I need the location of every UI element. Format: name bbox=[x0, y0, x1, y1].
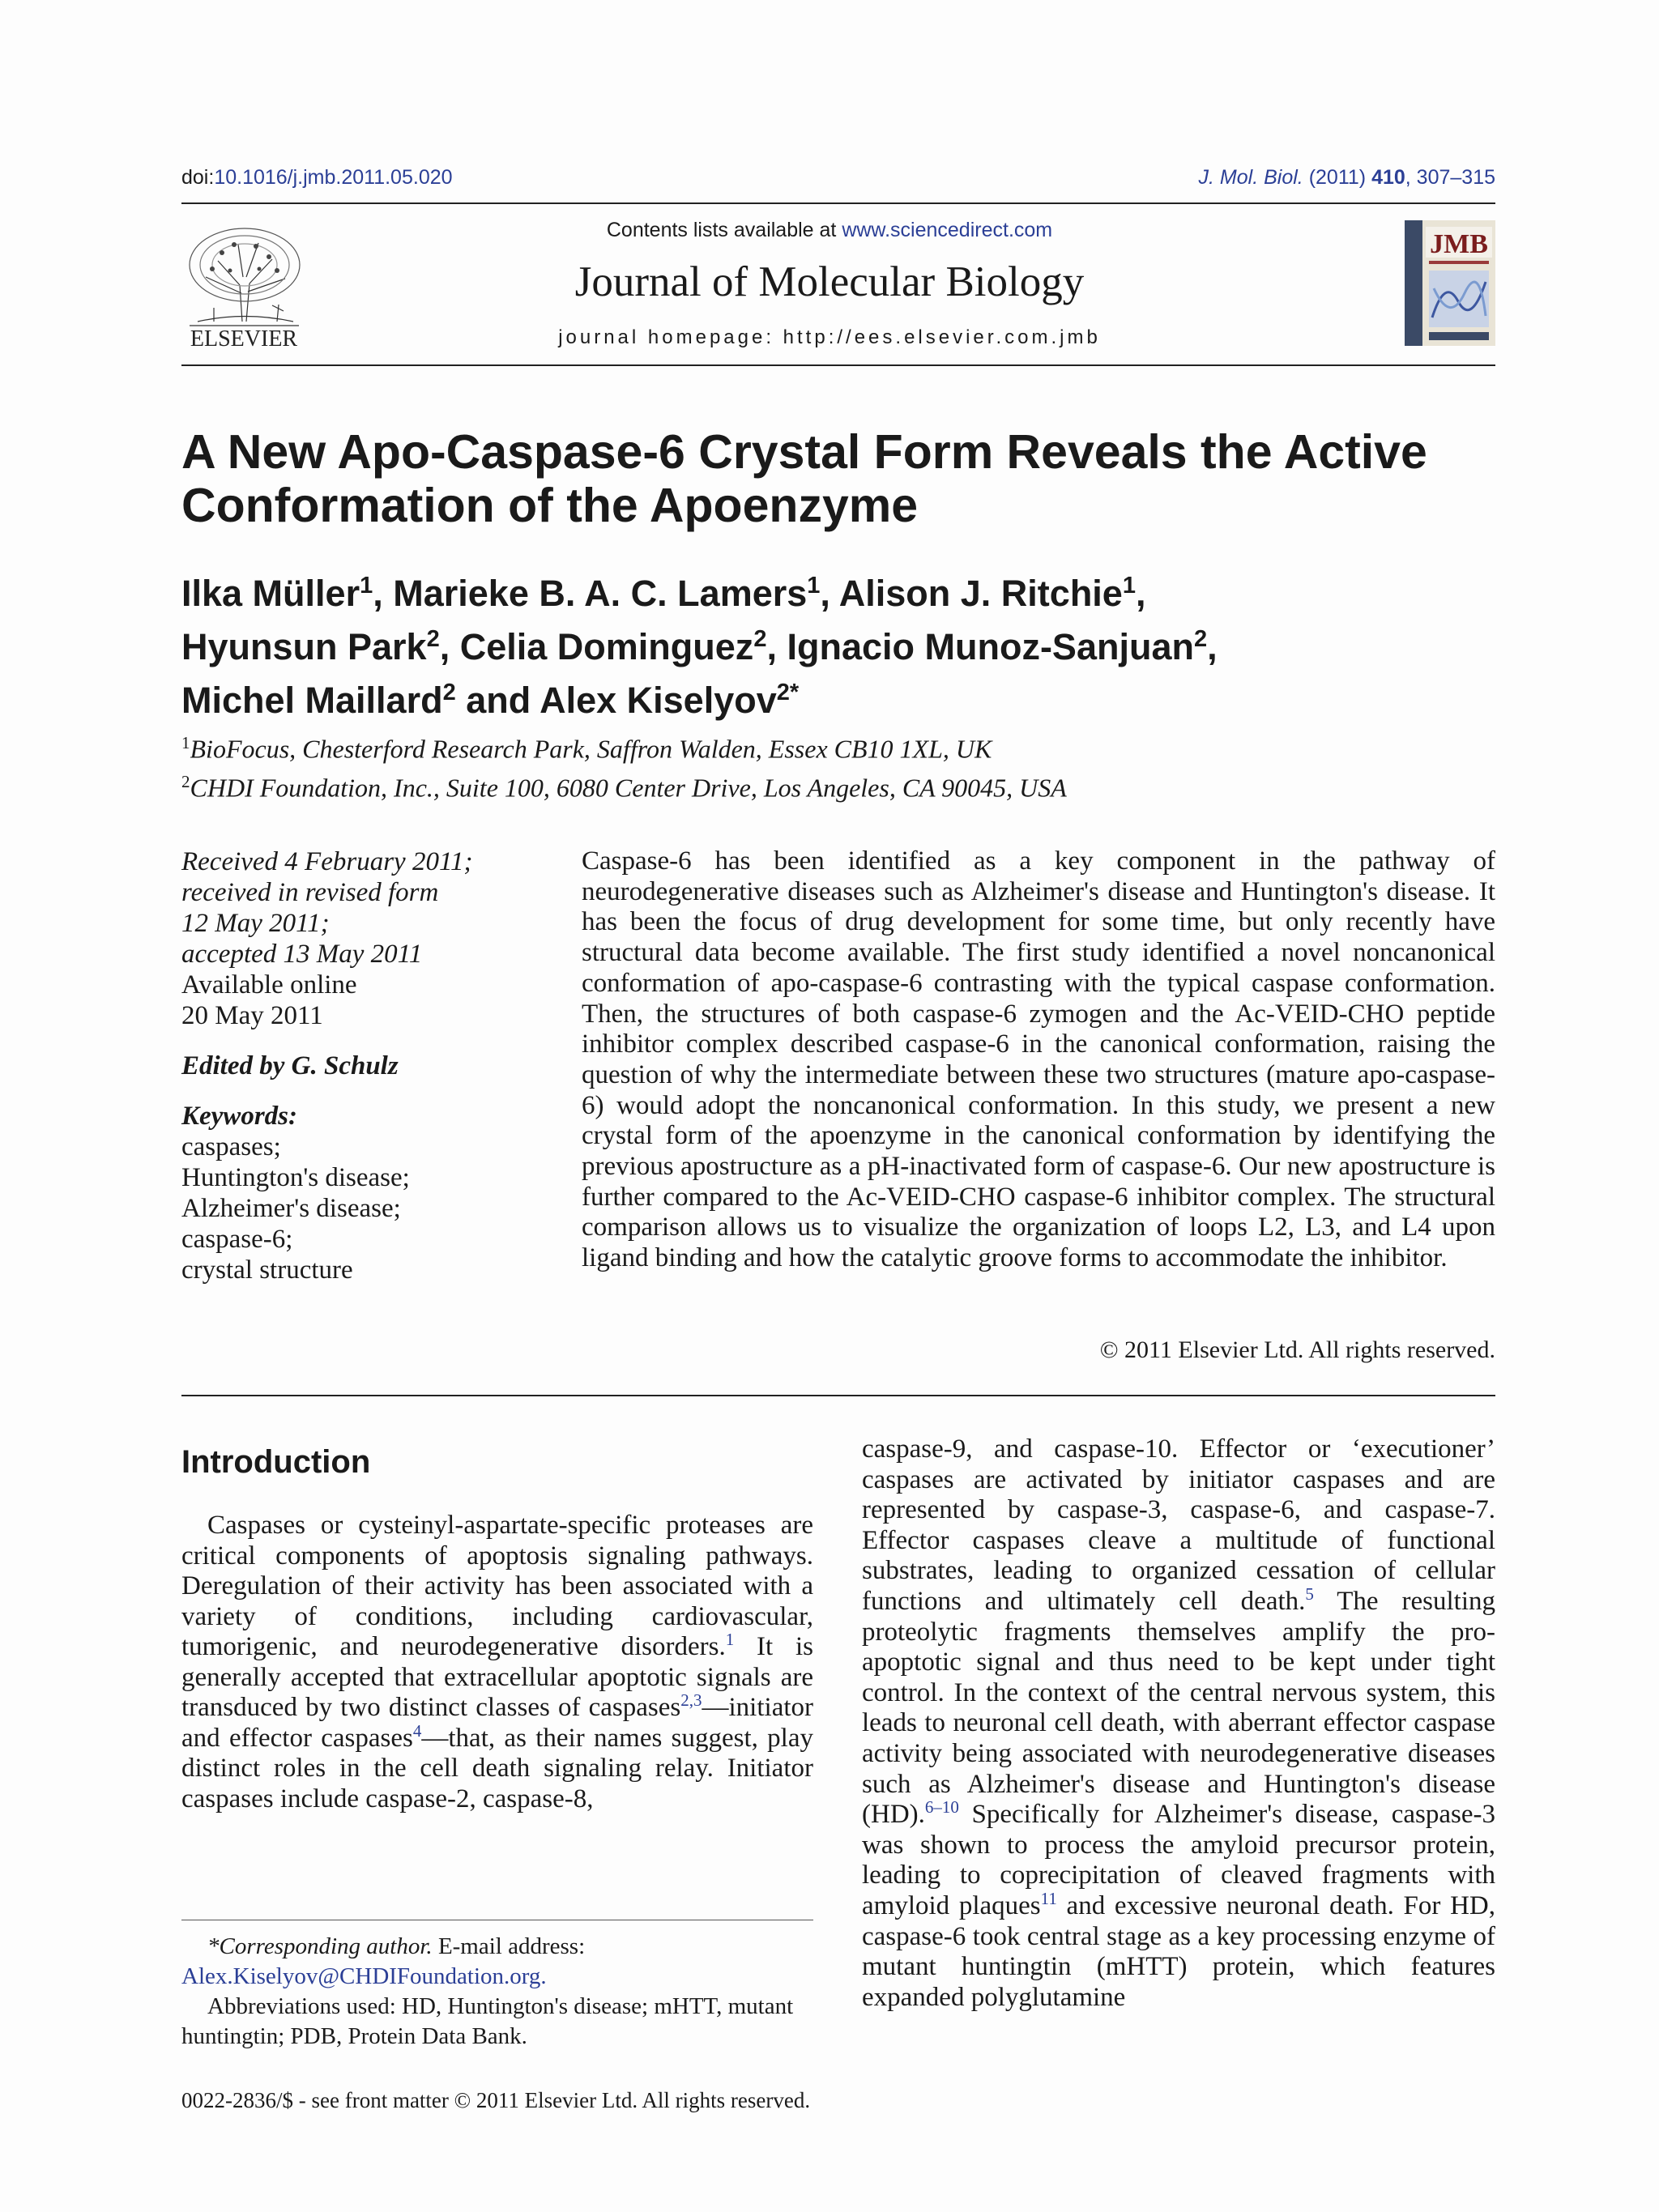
email-label: E-mail address: bbox=[432, 1933, 586, 1959]
author-affil-mark: 2 bbox=[426, 626, 440, 652]
citation-pages: , 307–315 bbox=[1405, 166, 1495, 189]
journal-cover-image bbox=[1405, 220, 1495, 346]
reference-link[interactable]: 11 bbox=[1040, 1888, 1057, 1908]
body-text: —initiator and effector caspases bbox=[181, 1693, 813, 1753]
body-text: Specifically for Alzheimer's disease, caspase-3 was shown to process the amyloid precursor protein, leading to coprecipitation of cleaved fragments with amyloid plaques bbox=[862, 1800, 1495, 1920]
keyword: crystal structure bbox=[181, 1255, 353, 1285]
footnotes bbox=[181, 1932, 813, 2052]
section-heading-introduction: Introduction bbox=[181, 1444, 371, 1480]
intro-column-1 bbox=[181, 1511, 813, 1814]
author-list bbox=[181, 563, 1510, 723]
affiliation-text: CHDI Foundation, Inc., Suite 100, 6080 Center Drive, Los Angeles, CA 90045, USA bbox=[190, 773, 1067, 803]
keywords-label: Keywords: bbox=[181, 1102, 297, 1131]
keyword: caspases; bbox=[181, 1132, 281, 1161]
body-text: and excessive neuronal death. For HD, caspase-6 took central stage as a key processing enzyme of mutant huntingtin (mHTT) protein, which features expanded polyglutamine bbox=[862, 1890, 1495, 2012]
edited-by: Edited by G. Schulz bbox=[181, 1051, 399, 1080]
title-line-2: Conformation of the Apoenzyme bbox=[181, 479, 919, 532]
body-text: Caspases or cysteinyl-aspartate-specific proteases are critical components of apoptosis signaling pathways. Deregulation of their activity has been associated with a variety of conditions, including cardiovascular, tumorigenic, and neurodegenerative disorders. bbox=[181, 1511, 813, 1661]
corresponding-author-note bbox=[181, 1932, 813, 1962]
reference-link[interactable]: 5 bbox=[1305, 1583, 1314, 1604]
author-email-link[interactable]: Alex.Kiselyov@CHDIFoundation.org. bbox=[181, 1963, 547, 1989]
author-name: Celia Dominguez bbox=[459, 626, 754, 667]
body-text: caspase-9, and caspase-10. Effector or ‘executioner’ caspases are activated by initiator caspases and are represented by caspase-3, caspase-6, and caspase-7. Effector caspases cleave a multitude of functional substrates, leading to organized cessation of cellular functions and ultimately cell death. bbox=[862, 1434, 1495, 1616]
author-affil-mark: 2 bbox=[442, 680, 456, 705]
page-footer: 0022-2836/$ - see front matter © 2011 Elsevier Ltd. All rights reserved. bbox=[181, 2088, 811, 2112]
sciencedirect-link[interactable]: www.sciencedirect.com bbox=[842, 219, 1053, 241]
citation bbox=[1199, 166, 1495, 190]
author-name: Ilka Müller bbox=[181, 573, 360, 614]
author-line-1 bbox=[181, 563, 1510, 616]
author-separator: , bbox=[820, 573, 839, 614]
header-bottom-rule bbox=[181, 364, 1495, 366]
reference-link[interactable]: 6–10 bbox=[924, 1797, 959, 1818]
reference-link[interactable]: 1 bbox=[725, 1630, 735, 1649]
author-name: Alison J. Ritchie bbox=[838, 573, 1123, 614]
author-separator: , bbox=[766, 626, 787, 667]
body-text: —that, as their names suggest, play distinct roles in the cell death signaling relay. Initiator caspases include caspase-2, caspase-8, bbox=[181, 1723, 813, 1813]
doi-link[interactable]: 10.1016/j.jmb.2011.05.020 bbox=[214, 166, 453, 189]
doi-line bbox=[181, 166, 453, 190]
author-affil-mark: 1 bbox=[1122, 573, 1136, 599]
body-text: It is generally accepted that extracellular apoptotic signals are transduced by two distinct classes of caspases bbox=[181, 1632, 814, 1722]
available-online-label: Available online bbox=[181, 970, 357, 999]
contents-prefix: Contents lists available at bbox=[606, 219, 837, 241]
publisher-wordmark: ELSEVIER bbox=[190, 326, 298, 350]
author-affil-mark: 1 bbox=[807, 573, 821, 599]
author-affil-mark: 2 bbox=[753, 626, 767, 652]
author-separator: and bbox=[455, 680, 540, 721]
journal-cover bbox=[1405, 220, 1495, 346]
title-line-1: A New Apo-Caspase-6 Crystal Form Reveals the Active bbox=[181, 425, 1427, 479]
author-separator: , bbox=[439, 626, 460, 667]
author-name: Hyunsun Park bbox=[181, 626, 427, 667]
reference-link[interactable]: 2,3 bbox=[680, 1690, 702, 1710]
affiliation-number: 1 bbox=[181, 733, 190, 752]
author-name: Ignacio Munoz-Sanjuan bbox=[787, 626, 1194, 667]
cover-label: JMB bbox=[1430, 229, 1488, 259]
affiliation-text: BioFocus, Chesterford Research Park, Saffron Walden, Essex CB10 1XL, UK bbox=[190, 734, 992, 764]
abstract-bottom-rule bbox=[181, 1395, 1495, 1396]
corresponding-label: *Corresponding author. bbox=[207, 1933, 433, 1959]
body-text: The resulting proteolytic fragments themselves amplify the pro-apoptotic signal and thus need to be kept under tight control. In the context of the central nervous system, this leads to neuronal cell death, with aberrant effector caspase activity being associated with neurodegenerative diseases such as Alzheimer's disease and Huntington's disease (HD). bbox=[862, 1586, 1495, 1830]
doi-prefix: doi: bbox=[181, 166, 215, 189]
accepted-date: accepted 13 May 2011 bbox=[181, 940, 423, 969]
reference-link[interactable]: 4 bbox=[412, 1720, 422, 1741]
author-line-3 bbox=[181, 670, 1510, 723]
abstract-text: Caspase-6 has been identified as a key component in the pathway of neurodegenerative diseases such as Alzheimer's disease and Huntington's disease. It has been the focus of drug development for some time, but only recently have structural data become available. The first study identified a novel noncanonical conformation of apo-caspase-6 contrasting with the typical caspase conformation. Then, the structures of both caspase-6 zymogen and the Ac-VEID-CHO peptide inhibitor complex described caspase-6 in the canonical conformation, raising the question of why the intermediate between these two structures (mature apo-caspase-6) would adopt the noncanonical conformation. In this study, we present a new crystal form of the apoenzyme in the canonical conformation by identifying the previous apostructure as a pH-inactivated form of caspase-6. Our new apostructure is further compared to the Ac-VEID-CHO caspase-6 inhibitor complex. The structural comparison allows us to visualize the organization of loops L2, L3, and L4 upon ligand binding and how the catalytic groove forms to accommodate the inhibitor. bbox=[582, 846, 1495, 1273]
received-date: Received 4 February 2011; bbox=[181, 847, 473, 876]
header-top-rule bbox=[181, 202, 1495, 204]
citation-year: (2011) bbox=[1308, 166, 1367, 189]
keyword: Alzheimer's disease; bbox=[181, 1194, 401, 1223]
article-info bbox=[181, 846, 522, 1285]
affiliation-1 bbox=[181, 727, 1067, 765]
article-title bbox=[181, 425, 1510, 532]
available-online-date: 20 May 2011 bbox=[181, 1001, 323, 1030]
author-affil-mark: 2* bbox=[776, 680, 800, 705]
abstract-copyright: © 2011 Elsevier Ltd. All rights reserved. bbox=[1099, 1336, 1495, 1363]
author-affil-mark: 1 bbox=[360, 573, 373, 599]
author-name: Marieke B. A. C. Lamers bbox=[393, 573, 808, 614]
author-separator: , bbox=[1135, 573, 1146, 614]
intro-column-2 bbox=[862, 1434, 1495, 2013]
author-separator: , bbox=[373, 573, 394, 614]
abbreviations-note: Abbreviations used: HD, Huntington's disease; mHTT, mutant huntingtin; PDB, Protein Data Bank. bbox=[181, 1993, 794, 2049]
affiliation-number: 2 bbox=[181, 771, 190, 791]
revised-label: received in revised form bbox=[181, 878, 439, 907]
affiliations bbox=[181, 727, 1067, 803]
citation-journal: J. Mol. Biol. bbox=[1198, 166, 1303, 189]
author-name: Alex Kiselyov bbox=[539, 680, 777, 721]
affiliation-2 bbox=[181, 765, 1067, 804]
email-line bbox=[181, 1962, 813, 1992]
author-name: Michel Maillard bbox=[181, 680, 443, 721]
journal-homepage[interactable]: journal homepage: http://ees.elsevier.com.jmb bbox=[558, 326, 1101, 348]
author-affil-mark: 2 bbox=[1193, 626, 1208, 652]
keyword: caspase-6; bbox=[181, 1225, 293, 1254]
author-line-2 bbox=[181, 616, 1510, 670]
journal-name: Journal of Molecular Biology bbox=[574, 258, 1085, 305]
keyword: Huntington's disease; bbox=[181, 1163, 410, 1192]
revised-date: 12 May 2011; bbox=[181, 909, 330, 938]
author-separator: , bbox=[1207, 626, 1218, 667]
citation-volume: 410 bbox=[1371, 166, 1405, 189]
